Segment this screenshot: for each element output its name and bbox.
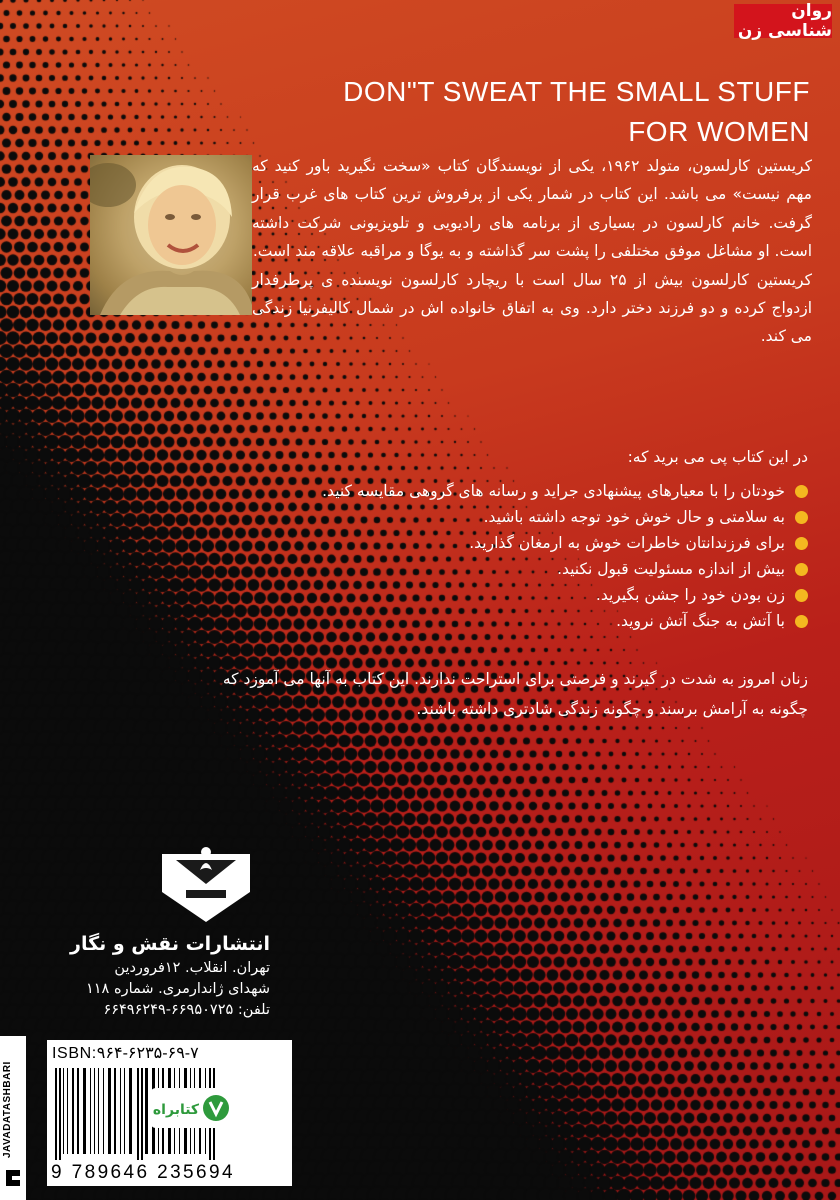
side-credit: JAVADATASHBARI	[2, 1061, 13, 1158]
list-item	[88, 582, 808, 608]
closing-paragraph: زنان امروز به شدت در گیرند و فرصتی برای استراحت ندارند. این کتاب به آنها می آموزد که چگونه به آرامش برسند و چگونه زندگی شادتری داشته باشند.	[222, 670, 808, 718]
barcode-bar	[114, 1068, 116, 1154]
list-item	[88, 478, 808, 504]
barcode-number: 9 789646 235694	[51, 1162, 235, 1183]
list-item	[88, 530, 808, 556]
designer-mark-icon	[4, 1166, 22, 1194]
list-item-text: خودتان را با معیارهای پیشنهادی جراید و رسانه های گروهی مقایسه کنید.	[322, 482, 785, 500]
barcode-bar	[94, 1068, 95, 1154]
benefits-list	[88, 478, 808, 634]
barcode-bar	[90, 1068, 91, 1154]
bullet-dot-icon	[795, 537, 808, 550]
store-logo-text: کتابراه	[152, 1102, 200, 1118]
category-badge	[734, 1, 832, 41]
bullet-dot-icon	[795, 511, 808, 524]
bullet-dot-icon	[795, 589, 808, 602]
bullet-dot-icon	[795, 615, 808, 628]
barcode-bar	[55, 1068, 57, 1160]
barcode-bar	[108, 1068, 111, 1154]
english-title	[250, 72, 810, 152]
bio-paragraph-1: کریستین کارلسون، متولد ۱۹۶۲، یکی از نویسندگان کتاب «سخت نگیرید باور کنید که مهم نیست» می باشد. این کتاب در شمار یکی از پرفروش ترین کتاب های غرب قرار گرفت. خانم کارلسون در بسیاری از برنامه های رادیویی و تلویزیونی شرکت داشته است. او مشاغل موفق مختلفی را پشت سر گذاشته و به یوگا و مراقبه علاقه مند است.	[252, 157, 812, 261]
barcode-bar	[137, 1068, 139, 1160]
barcode-bar	[83, 1068, 86, 1154]
bullet-dot-icon	[795, 563, 808, 576]
english-title-line2: FOR WOMEN	[628, 116, 810, 147]
author-bio	[252, 152, 812, 351]
barcode-bar	[72, 1068, 74, 1154]
list-item-text: به سلامتی و حال خوش خود توجه داشته باشید.	[483, 508, 785, 526]
publisher-name: انتشارات نقش و نگار	[70, 933, 270, 955]
category-badge-label: روان شناسی زن	[737, 1, 832, 41]
list-item-text: برای فرزندانتان خاطرات خوش به ارمغان گذارید.	[469, 534, 785, 552]
publisher-address-1: تهران. انقلاب. ۱۲فروردین	[114, 960, 270, 976]
barcode-bar	[103, 1068, 104, 1154]
bio-paragraph-2: کریستین کارلسون بیش از ۲۵ سال است با ریچارد کارلسون نویسنده ی پرطرفدار ازدواج کرده و دو فرزند دختر دارد. وی به اتفاق خانواده اش در شمال کالیفرنیا زندگی می کند.	[252, 270, 812, 346]
publisher-phone: تلفن: ۶۶۹۵۰۷۲۵-۶۶۴۹۶۲۴۹	[103, 1002, 270, 1018]
barcode-bar	[67, 1068, 68, 1154]
publisher-logo-icon	[156, 846, 256, 926]
barcode-bar	[59, 1068, 61, 1160]
barcode-bar	[98, 1068, 99, 1154]
bullet-dot-icon	[795, 485, 808, 498]
publisher-address-2: شهدای ژاندارمری. شماره ۱۱۸	[85, 981, 270, 997]
barcode-bar	[145, 1068, 148, 1154]
isbn-label: ISBN:۹۶۴-۶۲۳۵-۶۹-۷	[52, 1045, 199, 1062]
list-item-text: زن بودن خود را جشن بگیرید.	[595, 586, 785, 604]
barcode-bar	[77, 1068, 79, 1154]
list-item	[88, 608, 808, 634]
store-logo	[150, 1088, 232, 1128]
author-photo-illustration	[90, 155, 252, 315]
publisher-info	[70, 930, 270, 1021]
barcode-bar	[124, 1068, 125, 1154]
english-title-line1: DON"T SWEAT THE SMALL STUFF	[343, 76, 810, 107]
list-item-text: بیش از اندازه مسئولیت قبول نکنید.	[557, 560, 785, 578]
author-photo	[90, 155, 252, 315]
barcode-bar	[129, 1068, 132, 1154]
benefits-intro: در این کتاب پی می برید که:	[627, 448, 808, 466]
barcode-bar	[63, 1068, 64, 1154]
list-item	[88, 504, 808, 530]
barcode-bar	[120, 1068, 121, 1154]
list-item-text: با آتش به جنگ آتش نروید.	[616, 612, 785, 630]
barcode-bar	[141, 1068, 143, 1160]
list-item	[88, 556, 808, 582]
